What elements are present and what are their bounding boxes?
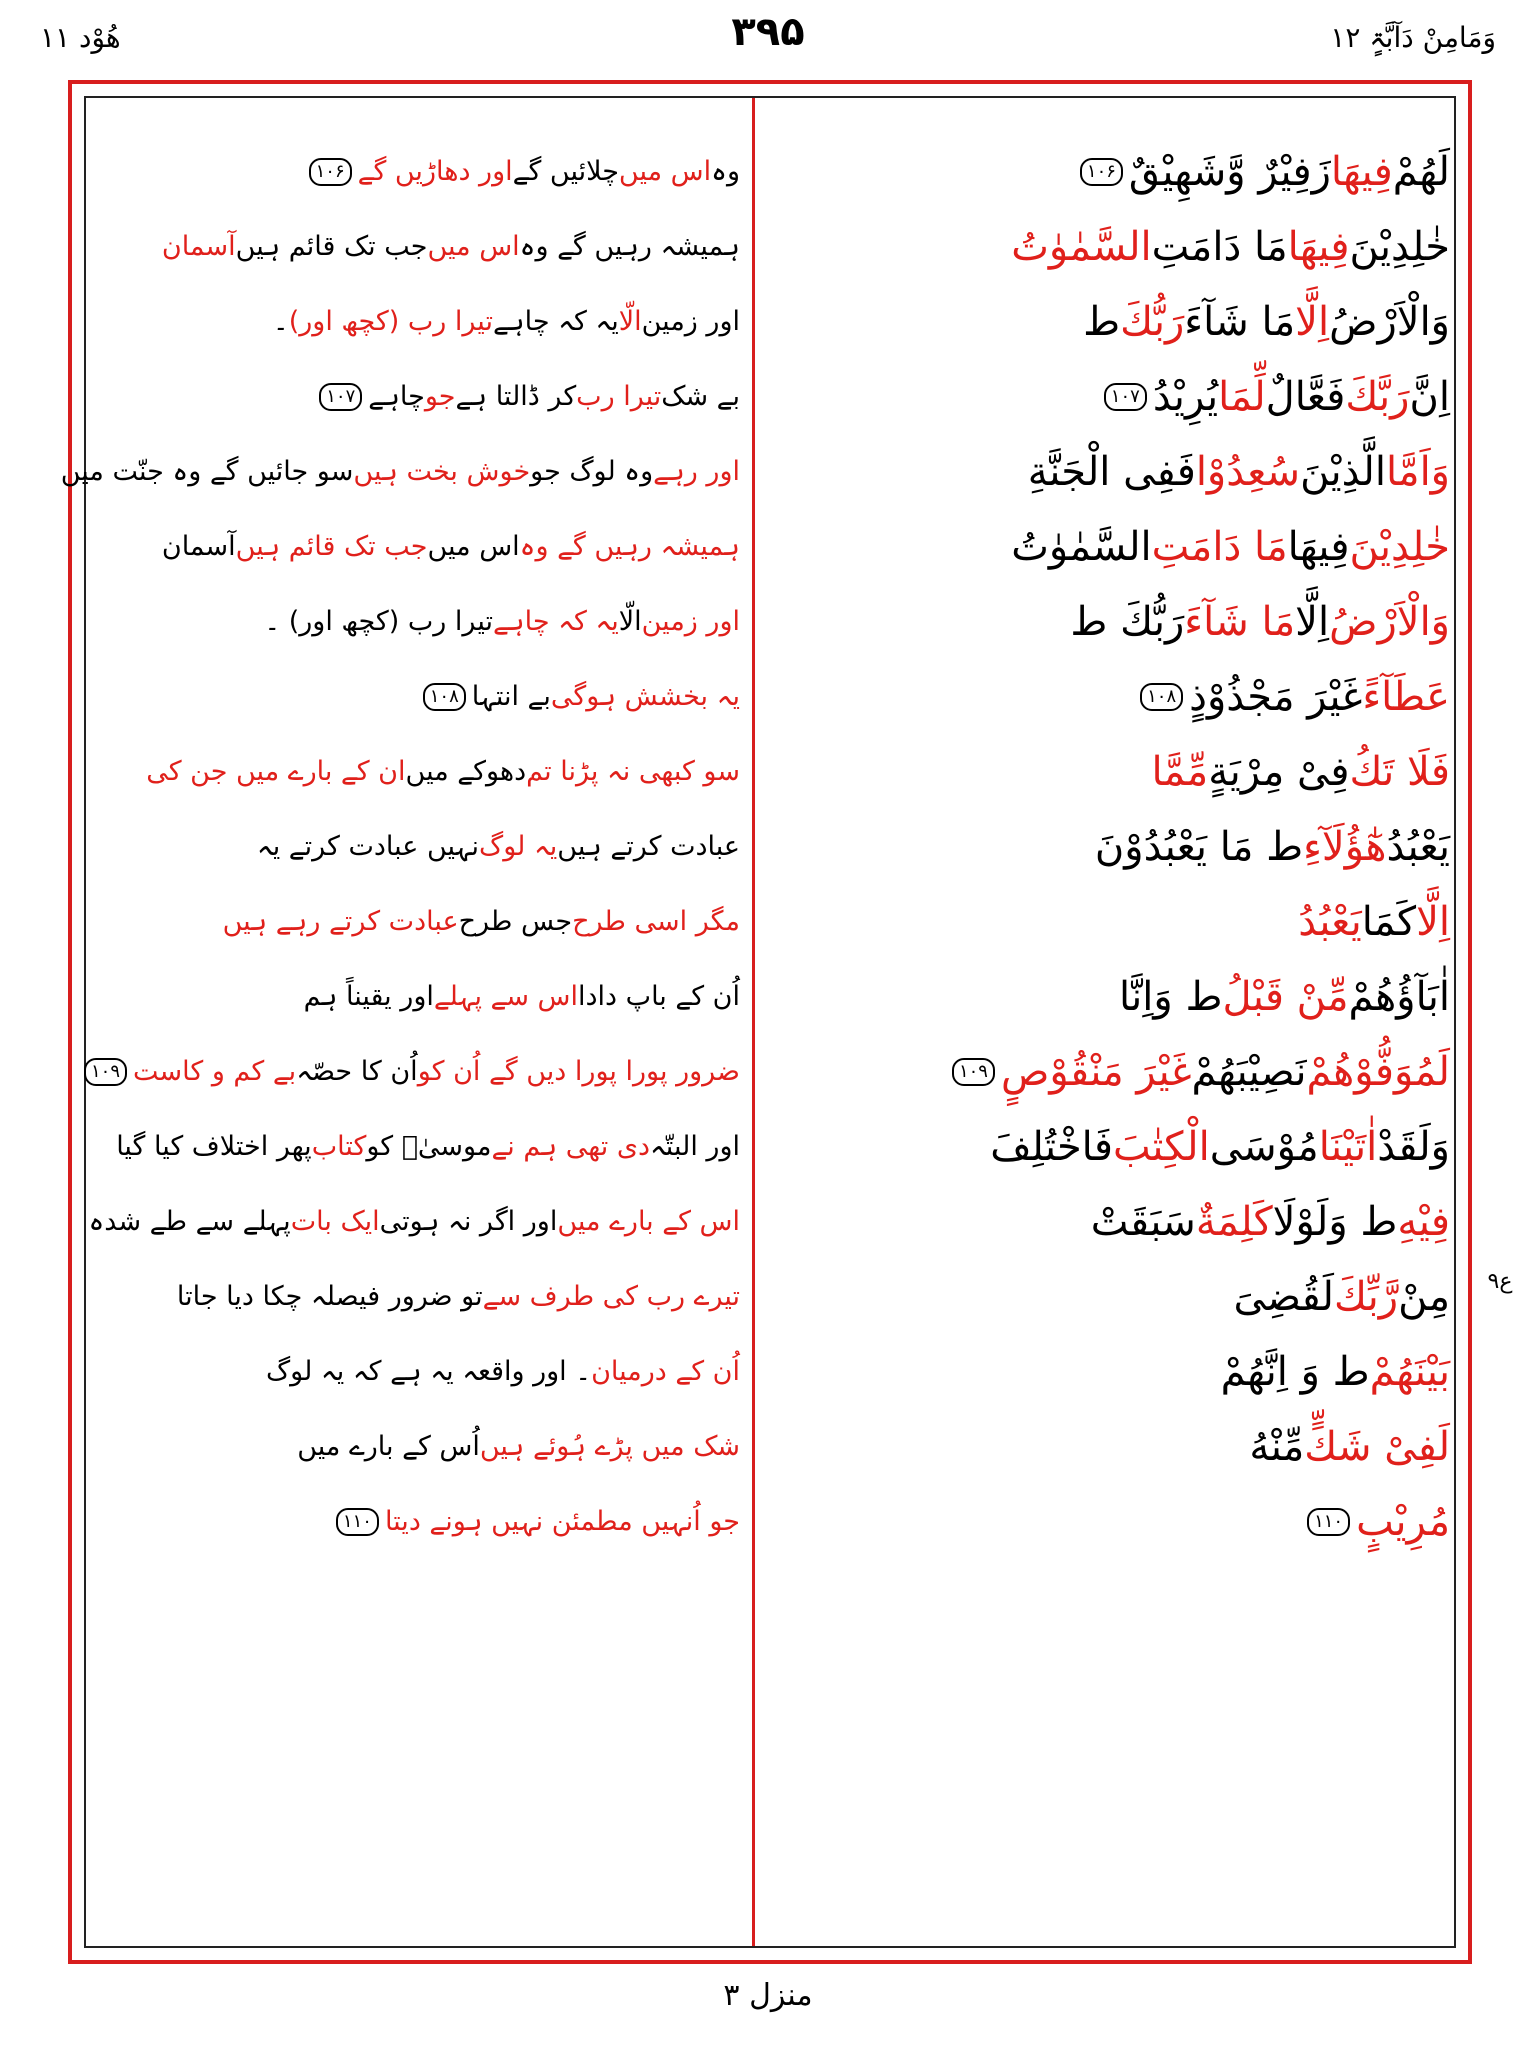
arabic-verse-line	[770, 509, 1450, 584]
text-segment: عبادت کرتے ہیں	[557, 831, 740, 862]
arabic-verse-line	[770, 284, 1450, 359]
verse-number-marker: ۱۱۰	[336, 1508, 379, 1536]
urdu-translation-line	[100, 734, 740, 809]
urdu-translation-line	[100, 509, 740, 584]
highlighted-text-segment: مگر اسی طرح	[572, 906, 740, 937]
arabic-verse-line	[770, 1259, 1450, 1334]
highlighted-text-segment: وَاَمَّا	[1385, 448, 1450, 495]
text-segment: سَبَقَتْ	[1090, 1198, 1196, 1245]
text-segment: بے شک	[661, 381, 740, 412]
text-segment: وَلَقَدْ	[1377, 1123, 1450, 1170]
highlighted-text-segment: دی تھی ہم نے	[491, 1131, 650, 1162]
page-number: ۳۹۵	[731, 9, 805, 55]
verse-number-marker: ۱۰۸	[1140, 683, 1183, 711]
arabic-verse-line	[770, 209, 1450, 284]
highlighted-text-segment: اِلَّا	[1416, 898, 1450, 945]
text-segment: سو جائیں گے وہ جنّت میں	[60, 456, 354, 487]
text-segment: ۔ اور واقعہ یہ ہے کہ یہ لوگ	[265, 1356, 592, 1387]
text-segment: فَعَّالٌ	[1265, 373, 1346, 420]
highlighted-text-segment: کتاب	[311, 1131, 367, 1162]
arabic-verse-line	[770, 584, 1450, 659]
highlighted-text-segment: سُعِدُوْا	[1195, 448, 1301, 495]
highlighted-text-segment: وَالْاَرْضُ	[1329, 598, 1450, 645]
text-segment: چاہے	[368, 381, 425, 412]
highlighted-text-segment: اور رہے	[653, 456, 740, 487]
highlighted-text-segment: اس میں	[618, 156, 712, 187]
text-segment: بے انتہا	[471, 681, 551, 712]
highlighted-text-segment: ان کے بارے میں جن کی	[146, 756, 406, 787]
text-segment: آسمان	[161, 531, 236, 562]
arabic-verse-line	[770, 1334, 1450, 1409]
highlighted-text-segment: هٰٓؤُلَآءِ	[1303, 823, 1387, 870]
highlighted-text-segment: مَا دَامَتِ	[1151, 523, 1288, 570]
text-segment: لَقُضِىَ	[1233, 1273, 1334, 1320]
verse-number-marker: ۱۰۷	[319, 383, 362, 411]
highlighted-text-segment: عَطَآءً	[1362, 673, 1450, 720]
highlighted-text-segment: اور دھاڑیں گے	[357, 156, 513, 187]
text-segment: السَّمٰوٰتُ	[1011, 523, 1152, 570]
text-segment: ط وَاِنَّا	[1118, 973, 1223, 1020]
highlighted-text-segment: ضرور پورا پورا دیں گے اُن کو	[417, 1056, 740, 1087]
text-segment: ط وَ اِنَّهُمْ	[1220, 1348, 1370, 1395]
highlighted-text-segment: رَبَّكَ	[1345, 373, 1410, 420]
highlighted-text-segment: یہ بخشش ہوگی	[550, 681, 740, 712]
text-segment: کر ڈالتا ہے	[455, 381, 577, 412]
urdu-translation-line	[100, 284, 740, 359]
highlighted-text-segment: اس میں	[427, 231, 520, 262]
highlighted-text-segment: تیرا رب	[576, 381, 662, 412]
highlighted-text-segment: خٰلِدِيْنَ	[1349, 523, 1450, 570]
verse-number-marker: ۱۰۷	[1104, 383, 1147, 411]
urdu-translation-line	[100, 134, 740, 209]
text-segment: فَاخْتُلِفَ	[990, 1123, 1113, 1170]
arabic-verse-line	[770, 659, 1450, 734]
highlighted-text-segment: جب تک قائم ہیں	[235, 531, 428, 562]
urdu-translation-line	[100, 884, 740, 959]
highlighted-text-segment: مَا شَآءَ	[1184, 598, 1296, 645]
highlighted-text-segment: رَبُّكَ	[1120, 298, 1185, 345]
highlighted-text-segment: اس سے پہلے	[433, 981, 579, 1012]
text-segment: پہلے سے طے شدہ	[88, 1206, 291, 1237]
highlighted-text-segment: سو کبھی نہ پڑنا تم	[526, 756, 740, 787]
verse-number-marker: ۱۰۹	[84, 1058, 127, 1086]
urdu-translation-line	[100, 1484, 740, 1559]
text-segment: فَفِى الْجَنَّةِ	[1027, 448, 1196, 495]
highlighted-text-segment: ہمیشہ رہیں گے وہ	[519, 531, 740, 562]
arabic-verse-line	[770, 809, 1450, 884]
verse-number-marker: ۱۱۰	[1307, 1508, 1350, 1536]
highlighted-text-segment: اس کے بارے میں	[557, 1206, 740, 1237]
text-segment: تیرا رب (کچھ اور) ۔	[264, 606, 493, 637]
urdu-translation-line	[100, 659, 740, 734]
highlighted-text-segment: لَمُوَفُّوْهُمْ	[1306, 1048, 1450, 1095]
text-segment: مَا دَامَتِ	[1151, 223, 1288, 270]
highlighted-text-segment: مُرِيْبٍ	[1356, 1498, 1450, 1545]
arabic-text-column	[770, 134, 1450, 1559]
text-segment: ط	[1083, 298, 1121, 345]
text-segment: الَّذِيْنَ	[1300, 448, 1386, 495]
arabic-verse-line	[770, 1184, 1450, 1259]
highlighted-text-segment: شک میں پڑے ہُوئے ہیں	[479, 1431, 740, 1462]
text-segment: اُن کا حصّہ	[296, 1056, 418, 1087]
highlighted-text-segment: خوش بخت ہیں	[353, 456, 531, 487]
highlighted-text-segment: الْكِتٰبَ	[1112, 1123, 1210, 1170]
text-segment: وَالْاَرْضُ	[1329, 298, 1450, 345]
highlighted-text-segment: یہ لوگ	[479, 831, 558, 862]
arabic-verse-line	[770, 1034, 1450, 1109]
urdu-translation-line	[60, 434, 740, 509]
urdu-translation-line	[100, 1109, 740, 1184]
highlighted-text-segment: السَّمٰوٰتُ	[1011, 223, 1152, 270]
highlighted-text-segment: رَّبِّكَ	[1333, 1273, 1399, 1320]
text-segment: یہ کہ چاہے	[492, 306, 619, 337]
urdu-translation-line	[100, 809, 740, 884]
urdu-translation-column	[60, 134, 740, 1559]
urdu-translation-line	[88, 1184, 740, 1259]
text-segment: اِنَّ	[1409, 373, 1450, 420]
highlighted-text-segment: ایک بات	[290, 1206, 380, 1237]
highlighted-text-segment: آسمان	[161, 231, 236, 262]
arabic-verse-line	[770, 134, 1450, 209]
highlighted-text-segment: الّا	[618, 306, 642, 337]
text-segment: مَا شَآءَ	[1184, 298, 1296, 345]
text-segment: مِنْ	[1398, 1273, 1450, 1320]
text-segment: پھر اختلاف کیا گیا	[116, 1131, 312, 1162]
highlighted-text-segment: فِيهَا	[1287, 223, 1350, 270]
highlighted-text-segment: اٰتَيْنَا	[1318, 1123, 1378, 1170]
highlighted-text-segment: بے کم و کاست	[133, 1056, 297, 1087]
column-divider	[752, 98, 755, 1946]
text-segment: موسیٰؑ کو	[366, 1131, 492, 1162]
urdu-translation-line	[100, 584, 740, 659]
highlighted-text-segment: فِيْهِ	[1397, 1198, 1450, 1245]
verse-number-marker: ۱۰۶	[309, 158, 352, 186]
text-segment: كَمَا	[1361, 898, 1417, 945]
text-segment: ۔	[272, 306, 289, 337]
highlighted-text-segment: یہ کہ چاہے	[492, 606, 619, 637]
urdu-translation-line	[100, 209, 740, 284]
arabic-verse-line	[770, 1109, 1450, 1184]
urdu-translation-line	[100, 359, 740, 434]
text-segment: ط وَلَوْلَا	[1272, 1198, 1398, 1245]
text-segment: مُوْسَى	[1209, 1123, 1319, 1170]
text-segment: اور اگر نہ ہوتی	[379, 1206, 558, 1237]
arabic-verse-line	[770, 359, 1450, 434]
text-segment: ہمیشہ رہیں گے وہ	[519, 231, 740, 262]
highlighted-text-segment: بَيْنَهُمْ	[1369, 1348, 1450, 1395]
arabic-verse-line	[770, 734, 1450, 809]
highlighted-text-segment: فَلَا تَكُ	[1349, 748, 1450, 795]
text-segment: وہ لوگ جو	[530, 456, 654, 487]
text-segment: لَهُمْ	[1392, 148, 1450, 195]
text-segment: يُرِيْدُ	[1152, 373, 1219, 420]
text-segment: مِّنْهُ	[1249, 1423, 1305, 1470]
text-segment: اور یقیناً ہم	[303, 981, 434, 1012]
text-segment: اور البتّہ	[649, 1131, 740, 1162]
highlighted-text-segment: غَيْرَ مَنْقُوْصٍ	[1000, 1048, 1192, 1095]
text-segment: يَعْبُدُ	[1386, 823, 1450, 870]
arabic-verse-line	[770, 959, 1450, 1034]
text-segment: وہ	[711, 156, 740, 187]
verse-number-marker: ۱۰۶	[1080, 158, 1123, 186]
arabic-verse-line	[770, 434, 1450, 509]
highlighted-text-segment: عبادت کرتے رہے ہیں	[222, 906, 459, 937]
highlighted-text-segment: مِّمَّا	[1151, 748, 1209, 795]
urdu-translation-line	[91, 1034, 740, 1109]
text-segment: زَفِيْرٌ وَّشَهِيْقٌ	[1128, 148, 1331, 195]
text-segment: خٰلِدِيْنَ	[1349, 223, 1450, 270]
text-segment: دھوکے میں	[405, 756, 527, 787]
text-segment: ط مَا يَعْبُدُوْنَ	[1094, 823, 1304, 870]
text-segment: اُس کے بارے میں	[297, 1431, 480, 1462]
highlighted-text-segment: كَلِمَةٌ	[1195, 1198, 1273, 1245]
highlighted-text-segment: لَفِىْ شَكٍّ	[1304, 1423, 1450, 1470]
text-segment: نَصِيْبَهُمْ	[1191, 1048, 1307, 1095]
urdu-translation-line	[100, 959, 740, 1034]
text-segment: تو ضرور فیصلہ چکا دیا جاتا	[176, 1281, 483, 1312]
urdu-translation-line	[100, 1259, 740, 1334]
highlighted-text-segment: تیرا رب (کچھ اور)	[288, 306, 493, 337]
text-segment: جس طرح	[458, 906, 573, 937]
text-segment: اور زمین	[641, 306, 740, 337]
urdu-translation-line	[100, 1409, 740, 1484]
highlighted-text-segment: مِّنْ قَبْلُ	[1222, 973, 1349, 1020]
highlighted-text-segment: لِّمَا	[1218, 373, 1266, 420]
text-segment: الّا	[618, 606, 642, 637]
text-segment: جب تک قائم ہیں	[235, 231, 428, 262]
verse-number-marker: ۱۰۹	[952, 1058, 995, 1086]
verse-number-marker: ۱۰۸	[423, 683, 466, 711]
arabic-verse-line	[770, 884, 1450, 959]
manzil-footer: منزل ۳	[723, 1978, 813, 2013]
highlighted-text-segment: اور زمین	[641, 606, 740, 637]
juz-name-header: وَمَامِنْ دَآبَّۃٍ ۱۲	[1330, 21, 1496, 54]
text-segment: غَيْرَ مَجْذُوْذٍ	[1189, 673, 1363, 720]
text-segment: اٰبَآؤُهُمْ	[1348, 973, 1450, 1020]
surah-name-header: هُوْد ۱۱	[40, 21, 121, 54]
highlighted-text-segment: فِيهَا	[1330, 148, 1393, 195]
highlighted-text-segment: يَعْبُدُ	[1298, 898, 1362, 945]
text-segment: فِىْ مِرْيَةٍ	[1208, 748, 1350, 795]
urdu-translation-line	[100, 1334, 740, 1409]
highlighted-text-segment: جو اُنہیں مطمئن نہیں ہونے دیتا	[384, 1506, 740, 1537]
text-segment: نہیں عبادت کرتے یہ	[256, 831, 480, 862]
highlighted-text-segment: جو	[424, 381, 456, 412]
text-segment: اس میں	[427, 531, 520, 562]
text-segment: اِلَّا	[1295, 598, 1330, 645]
highlighted-text-segment: اِلَّا	[1295, 298, 1330, 345]
text-segment: رَبُّكَ ط	[1070, 598, 1185, 645]
ruku-marker: ۹ع	[1487, 1269, 1513, 1294]
text-segment: اُن کے باپ دادا	[578, 981, 740, 1012]
arabic-verse-line	[770, 1409, 1450, 1484]
highlighted-text-segment: تیرے رب کی طرف سے	[482, 1281, 740, 1312]
text-segment: فِيهَا	[1287, 523, 1350, 570]
text-segment: چلائیں گے	[512, 156, 619, 187]
highlighted-text-segment: اُن کے درمیان	[591, 1356, 740, 1387]
arabic-verse-line	[770, 1484, 1450, 1559]
